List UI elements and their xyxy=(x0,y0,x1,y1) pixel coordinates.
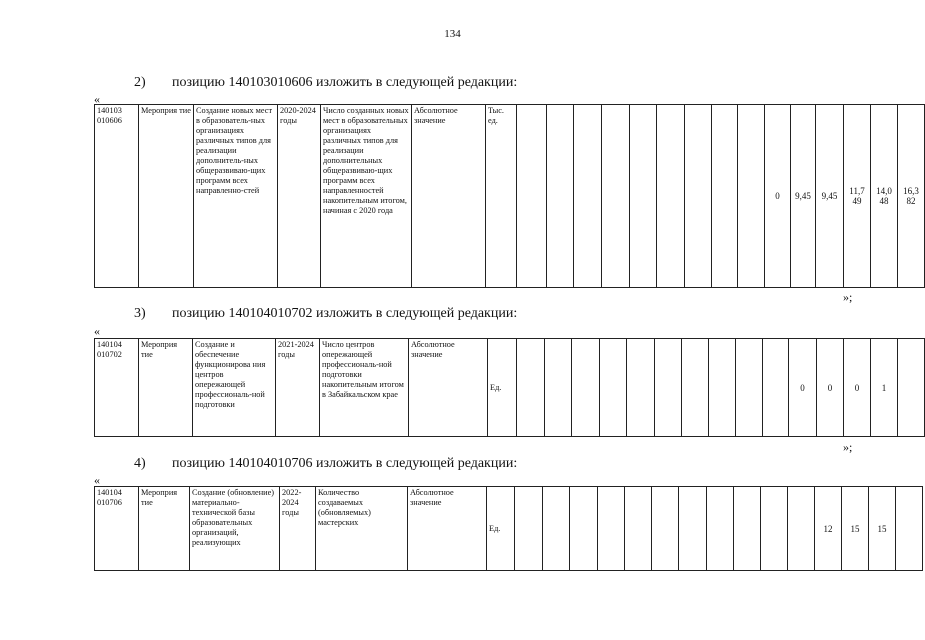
table-row xyxy=(95,339,925,437)
value-cell xyxy=(602,105,630,288)
register-table-3 xyxy=(94,486,923,571)
value-cell: 15 xyxy=(869,487,896,571)
name-cell: Создание и обеспечение функционирова ния центров опережающей профессиональ-ной подготовки xyxy=(193,339,276,437)
name-cell: Создание (обновление) материально-технической базы образовательных организаций, реализующих xyxy=(190,487,280,571)
value-cell: 12 xyxy=(815,487,842,571)
type-cell: Мероприя тие xyxy=(139,339,193,437)
close-quote: »; xyxy=(843,440,853,454)
section-heading-4 xyxy=(134,456,517,472)
code-cell: 140104 010706 xyxy=(95,487,139,571)
kind-cell: Абсолютное значение xyxy=(408,487,487,571)
value-cell xyxy=(707,487,734,571)
value-cell xyxy=(679,487,707,571)
value-cell xyxy=(547,105,574,288)
section-heading-2 xyxy=(134,75,517,91)
indicator-cell: Число центров опережающей профессиональ-ной подготовки накопительным итогом в Забайкальском крае xyxy=(320,339,409,437)
table-row xyxy=(95,105,925,288)
code-cell: 140104 010702 xyxy=(95,339,139,437)
value-cell xyxy=(517,105,547,288)
value-cell xyxy=(788,487,815,571)
period-cell: 2020-2024 годы xyxy=(278,105,321,288)
value-cell: 9,45 xyxy=(816,105,844,288)
value-cell xyxy=(572,339,600,437)
value-cell xyxy=(627,339,655,437)
value-cell xyxy=(543,487,570,571)
value-cell xyxy=(545,339,572,437)
value-cell xyxy=(655,339,682,437)
value-cell xyxy=(600,339,627,437)
value-cell: 16,3 82 xyxy=(898,105,925,288)
section-heading-text: позицию 140103010606 изложить в следующей редакции: xyxy=(172,75,518,90)
table-row xyxy=(95,487,923,571)
value-cell xyxy=(738,105,765,288)
section-heading-3 xyxy=(134,306,517,322)
value-cell: 11,7 49 xyxy=(844,105,871,288)
kind-cell: Абсолютное значение xyxy=(409,339,488,437)
period-cell: 2021-2024 годы xyxy=(276,339,320,437)
section-number: 2) xyxy=(134,75,146,90)
value-cell xyxy=(517,339,545,437)
value-cell xyxy=(761,487,788,571)
value-cell xyxy=(685,105,712,288)
unit-cell: Ед. xyxy=(487,487,515,571)
value-cell xyxy=(657,105,685,288)
value-cell xyxy=(570,487,598,571)
register-table-2 xyxy=(94,338,925,437)
value-cell xyxy=(630,105,657,288)
value-cell xyxy=(652,487,679,571)
period-cell: 2022-2024 годы xyxy=(280,487,316,571)
register-table-1 xyxy=(94,104,925,288)
type-cell: Мероприя тие xyxy=(139,105,194,288)
indicator-cell: Количество создаваемых (обновляемых) мастерских xyxy=(316,487,408,571)
value-cell: 0 xyxy=(765,105,791,288)
unit-cell: Ед. xyxy=(488,339,517,437)
value-cell: 0 xyxy=(817,339,844,437)
section-heading-text: позицию 140104010702 изложить в следующей редакции: xyxy=(172,306,518,321)
value-cell xyxy=(712,105,738,288)
value-cell xyxy=(682,339,709,437)
value-cell xyxy=(574,105,602,288)
kind-cell: Абсолютное значение xyxy=(412,105,486,288)
name-cell: Создание новых мест в образователь-ных организациях различных типов для реализации дополнитель-ных общеразвиваю-щих программ всех направленно-стей xyxy=(194,105,278,288)
section-number: 4) xyxy=(134,456,146,471)
value-cell xyxy=(709,339,736,437)
value-cell xyxy=(896,487,923,571)
value-cell xyxy=(515,487,543,571)
section-number: 3) xyxy=(134,306,146,321)
section-heading-text: позицию 140104010706 изложить в следующей редакции: xyxy=(172,456,518,471)
value-cell: 9,45 xyxy=(791,105,816,288)
value-cell xyxy=(736,339,763,437)
value-cell: 14,0 48 xyxy=(871,105,898,288)
indicator-cell: Число созданных новых мест в образовательных организациях различных типов для реализации дополнительных общеразвиваю-щих программ всех направленностей накопительным итогом, начиная с 2020 года xyxy=(321,105,412,288)
value-cell: 0 xyxy=(844,339,871,437)
value-cell: 15 xyxy=(842,487,869,571)
value-cell xyxy=(734,487,761,571)
type-cell: Мероприя тие xyxy=(139,487,190,571)
close-quote: »; xyxy=(843,290,853,304)
open-quote: « xyxy=(94,473,100,487)
code-cell: 140103 010606 xyxy=(95,105,139,288)
value-cell xyxy=(898,339,925,437)
page-number: 134 xyxy=(444,28,461,40)
value-cell xyxy=(598,487,625,571)
value-cell: 0 xyxy=(789,339,817,437)
open-quote: « xyxy=(94,324,100,338)
value-cell xyxy=(625,487,652,571)
value-cell xyxy=(763,339,789,437)
unit-cell: Тыс. ед. xyxy=(486,105,517,288)
value-cell: 1 xyxy=(871,339,898,437)
open-quote: « xyxy=(94,92,100,106)
